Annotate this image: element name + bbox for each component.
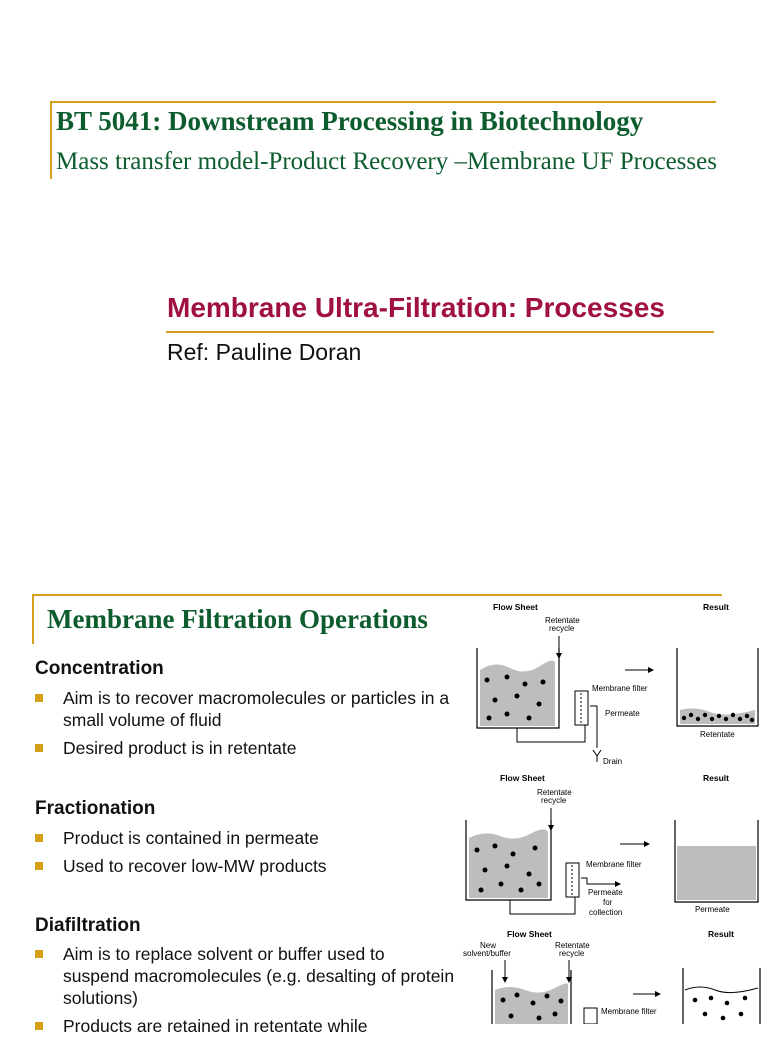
section-title: Membrane Ultra-Filtration: Processes (167, 292, 665, 323)
membrane-filter-label: Membrane filter (586, 860, 642, 869)
result-label: Result (703, 602, 729, 612)
bullet-square-icon (35, 862, 43, 870)
heading-diafiltration: Diafiltration (35, 915, 141, 936)
label-line: New (480, 941, 497, 950)
retentate-recycle-label (545, 616, 580, 633)
flow-sheet-label: Flow Sheet (493, 602, 538, 612)
list-item: Products are retained in retentate while (35, 1015, 455, 1037)
list-item: Desired product is in retentate (35, 737, 455, 759)
bullets-fractionation (35, 827, 455, 883)
membrane-filter-box (584, 1008, 597, 1024)
membrane-filter-box (575, 691, 588, 725)
list-item: Aim is to recover macromolecules or particles in a small volume of fluid (35, 687, 455, 731)
result-label: Result (708, 929, 734, 939)
bullet-square-icon (35, 694, 43, 702)
label-line: collection (589, 908, 623, 917)
slide2-rule-left (32, 594, 34, 644)
label-line: recycle (559, 949, 585, 958)
bullet-square-icon (35, 834, 43, 842)
label-line: Retentate (545, 616, 580, 625)
permeate-liquid (677, 846, 756, 900)
label-line: Permeate (588, 888, 623, 897)
title-rule-left (50, 101, 52, 179)
course-title: BT 5041: Downstream Processing in Biotechnology (56, 106, 644, 136)
slide2-title: Membrane Filtration Operations (47, 604, 428, 634)
flow-sheet-label: Flow Sheet (507, 929, 552, 939)
heading-concentration: Concentration (35, 658, 164, 679)
label-line: Retentate (555, 941, 590, 950)
retentate-recycle-label (537, 788, 572, 805)
label-line: recycle (541, 796, 567, 805)
bullets-concentration (35, 687, 455, 765)
heading-fractionation: Fractionation (35, 798, 156, 819)
diagram-fractionation (466, 773, 758, 917)
course-subtitle: Mass transfer model-Product Recovery –Membrane UF Processes (56, 148, 717, 175)
label-line: solvent/buffer (463, 949, 511, 958)
retentate-recycle-label (555, 941, 590, 958)
list-item: Used to recover low-MW products (35, 855, 455, 877)
membrane-filter-label: Membrane filter (601, 1007, 657, 1016)
label-line: for (603, 898, 613, 907)
retentate-label: Retentate (700, 730, 735, 739)
section-rule (166, 331, 714, 333)
result-label: Result (703, 773, 729, 783)
bullets-diafiltration (35, 943, 455, 1043)
flow-sheet-figure (455, 598, 768, 1024)
permeate-for-collection-label (588, 888, 623, 917)
permeate-result-label: Permeate (695, 905, 730, 914)
bullet-square-icon (35, 1022, 43, 1030)
label-line: recycle (549, 624, 575, 633)
flow-sheet-label: Flow Sheet (500, 773, 545, 783)
title-rule-top (50, 101, 716, 103)
permeate-label: Permeate (605, 709, 640, 718)
tank-liquid (480, 660, 555, 726)
drain-label: Drain (603, 757, 623, 766)
label-line: Retentate (537, 788, 572, 797)
membrane-filter-label: Membrane filter (592, 684, 648, 693)
list-item: Aim is to replace solvent or buffer used to suspend macromolecules (e.g. desalting of protein solutions) (35, 943, 455, 1009)
new-solvent-label (463, 941, 511, 958)
membrane-filter-box (566, 863, 579, 897)
bullet-square-icon (35, 744, 43, 752)
diagram-concentration (477, 602, 758, 766)
diagram-diafiltration (463, 929, 760, 1024)
bullet-square-icon (35, 950, 43, 958)
list-item: Product is contained in permeate (35, 827, 455, 849)
reference: Ref: Pauline Doran (167, 339, 362, 365)
slide2-rule-top (32, 594, 722, 596)
